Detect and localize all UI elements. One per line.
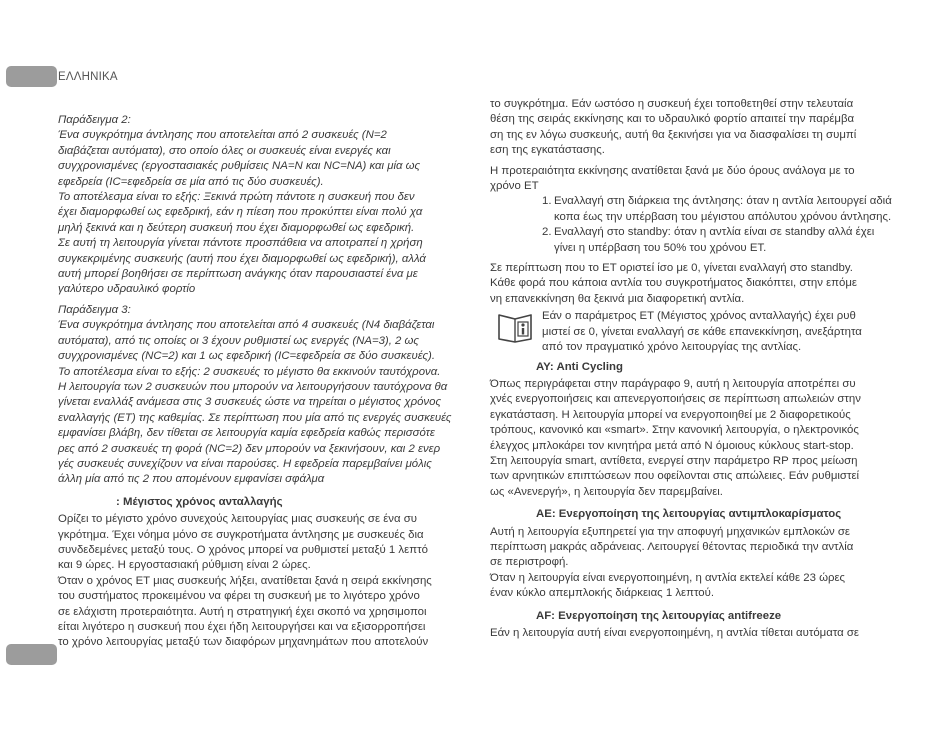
text-line: των αρνητικών επιπτώσεων που οφείλονται στις απώλειες. Εάν ρυθμιστεί xyxy=(490,470,860,483)
example-3-body xyxy=(58,318,462,487)
text-line: Σε περίπτωση που το ET οριστεί ίσο με 0, γίνεται εναλλαγή στο standby. xyxy=(490,262,853,275)
condition-number: 1. xyxy=(542,195,552,208)
text-line: έλεγχος μπλοκάρει τον κινητήρα μετά από N όμοιους κύκλους start-stop. xyxy=(490,439,854,452)
text-line: έναν κύκλο απεμπλοκής διάρκειας 1 λεπτού. xyxy=(490,587,715,600)
ae-body xyxy=(490,525,895,602)
left-column xyxy=(58,113,462,651)
text-line: είται λιγότερο η συσκευή που έχει ήδη λειτουργήσει και να εξισορροπήσει xyxy=(58,621,426,633)
et-continuation xyxy=(490,97,895,159)
text-line: κοπα έως την υπέρβαση του μέγιστου απόλυτου χρόνου άντλησης. xyxy=(554,210,892,223)
text-line: θέση της σειράς εκκίνησης και το υδραυλικό φορτίο απαιτεί την παρέμβα xyxy=(490,113,855,126)
text-line: γίνει η υπέρβαση του 50% του χρόνου ET. xyxy=(554,241,767,254)
text-line: διαβάζεται αυτόματα), στο οποίο όλες οι συσκευές είναι ενεργές και xyxy=(58,144,391,157)
header-tab-marker xyxy=(6,66,57,87)
manual-info-icon xyxy=(496,309,534,343)
text-line: εση της εγκατάστασης. xyxy=(490,144,605,157)
text-line: Κάθε φορά που κάποια αντλία του συγκροτήματος διακόπτει, στην επόμε xyxy=(490,277,858,290)
text-line: μηλή ξεκινά και η δεύτερη συσκευή που έχει διαμορφωθεί ως εφεδρική. xyxy=(58,221,415,234)
text-line: αυτόματα), από τις οποίες οι 3 έχουν ρυθμιστεί ως ενεργές (NA=3), 2 ως xyxy=(58,334,419,347)
text-line: έχει διαμορφωθεί ως εφεδρική, εάν η πίεση που προκύπτει είναι πολύ χα xyxy=(58,206,423,219)
text-line: χρόνο ET xyxy=(490,180,539,193)
text-line: Η προτεραιότητα εκκίνησης ανατίθεται ξανά με δύο όρους ανάλογα με το xyxy=(490,164,855,177)
condition-text xyxy=(554,225,895,256)
text-line: του συστήματος προκειμένου να φέρει τη συσκευή με το λιγότερο χρόνο xyxy=(58,590,420,603)
text-line: Εναλλαγή στο standby: όταν η αντλία είναι σε standby αλλά έχει xyxy=(554,226,875,239)
text-line: συγκεκριμένης συσκευής (αυτή που έχει διαμορφωθεί ως εφεδρική), αλλά xyxy=(58,252,426,265)
text-line: Η λειτουργία των 2 συσκευών που μπορούν να λειτουργήσουν ταυτόχρονα θα xyxy=(58,380,448,393)
example-2-title: Παράδειγμα 2: xyxy=(58,114,131,126)
condition-text xyxy=(554,194,895,225)
text-line: Εάν η λειτουργία αυτή είναι ενεργοποιημένη, η αντλία τίθεται αυτόματα σε xyxy=(490,627,860,639)
text-line: ση της εν λόγω συσκευής, αυτή θα ξεκινήσει για να διασφαλίσει τη συμπί xyxy=(490,128,857,141)
text-line: Όταν ο χρόνος ET μιας συσκευής λήξει, ανατίθεται ξανά η σειρά εκκίνησης xyxy=(58,574,432,587)
text-line: περίπτωση μακράς αδράνειας. Λειτουργεί θέτοντας περιοδικά την αντλία xyxy=(490,540,854,553)
text-line: γκρότημα. Έχει νόημα μόνο σε συγκροτήματα άντλησης με συσκευές δια xyxy=(58,528,424,541)
af-body xyxy=(490,626,895,641)
example-3-title: Παράδειγμα 3: xyxy=(58,303,131,316)
text-line: Το αποτέλεσμα είναι το εξής: Ξεκινά πρώτη πάντοτε η συσκευή που δεν xyxy=(58,191,415,204)
text-line: άλλη μία από τις 2 που απομένουν εμφανίσει σφάλμα xyxy=(58,473,325,486)
et-body xyxy=(58,512,462,651)
condition-item xyxy=(542,225,895,256)
info-note-text xyxy=(542,309,895,355)
text-line: Ένα συγκρότημα άντλησης που αποτελείται από 2 συσκευές (N=2 xyxy=(58,129,387,142)
text-line: σε περιστροφή. xyxy=(490,556,569,569)
footer-tab-marker xyxy=(6,644,57,665)
text-line: εγκατάσταση. Η λειτουργία μπορεί να ενεργοποιηθεί με 2 διαφορετικούς xyxy=(490,408,851,421)
text-line: Εάν ο παράμετρος ET (Μέγιστος χρόνος ανταλλαγής) έχει ρυθ xyxy=(542,310,856,323)
text-line: σε ελάχιστη προτεραιότητα. Αυτή η στρατηγική έχει σκοπό να χρησιμοποι xyxy=(58,605,427,618)
text-line: ως «Ανενεργή», η λειτουργία δεν παρεμβαίνει. xyxy=(490,485,723,498)
text-line: αυτή μπορεί βοηθήσει σε περίπτωση ανάγκης όταν παρουσιαστεί ένα με xyxy=(58,268,418,281)
text-line: γίνεται εναλλάξ ανάμεσα στις 3 συσκευές ώστε να τηρείται ο μέγιστος χρόνος xyxy=(58,396,441,409)
text-line: εφεδρεία (IC=εφεδρεία σε μία από τις δύο συσκευές). xyxy=(58,175,324,188)
text-line: εμφανίσει βλάβη, δεν τίθεται σε λειτουργία καμία εφεδρεία καθώς περισσότε xyxy=(58,427,435,440)
text-line: ρες από 2 συσκευές τη φορά (NC=2) δεν μπορούν να ξεκινήσουν, και 2 ενερ xyxy=(58,442,441,455)
text-line: νη επανεκκίνηση θα ξεκινά μια διαφορετική αντλία. xyxy=(490,292,745,305)
ay-heading: AY: Anti Cycling xyxy=(536,360,623,373)
text-line: Το αποτέλεσμα είναι το εξής: 2 συσκευές το μέγιστο θα εκκινούν ταυτόχρονα. xyxy=(58,365,441,378)
text-line: τρόπους, κανονικό και «smart». Στην κανονική λειτουργία, ο ηλεκτρονικός xyxy=(490,424,859,437)
text-line: από τον πραγματικό χρόνο λειτουργίας της αντλίας. xyxy=(542,341,802,354)
language-label: ΕΛΛΗΝΙΚΑ xyxy=(58,71,118,83)
conditions-list xyxy=(490,194,895,256)
condition-item xyxy=(542,194,895,225)
et-heading: : Μέγιστος χρόνος ανταλλαγής xyxy=(116,495,283,508)
ay-body xyxy=(490,377,895,500)
text-line: συνδεδεμένες μεταξύ τους. Ο χρόνος μπορεί να ρυθμιστεί μεταξύ 1 λεπτό xyxy=(58,543,428,556)
text-line: συγχρονισμένες (εργοστασιακές ρυθμίσεις NA=N και NC=NA) και μία ως xyxy=(58,160,421,173)
text-line: Σε αυτή τη λειτουργία γίνεται πάντοτε προσπάθεια να αποτραπεί η χρήση xyxy=(58,237,423,250)
text-line: εναλλαγής (ET) της καθεμίας. Σε περίπτωση που μία από τις ενεργές συσκευές xyxy=(58,411,452,424)
text-line: το χρόνο λειτουργίας μεταξύ των διαφόρων μηχανημάτων που αποτελούν xyxy=(58,636,429,649)
example-2-body xyxy=(58,128,462,297)
text-line: συγχρονισμένες (NC=2) και 1 ως εφεδρική (IC=εφεδρεία σε δύο συσκευές). xyxy=(58,350,435,363)
af-heading: AF: Ενεργοποίηση της λειτουργίας antifreeze xyxy=(536,609,782,622)
priority-paragraph xyxy=(490,164,895,195)
text-line: Εναλλαγή στη διάρκεια της άντλησης: όταν η αντλία λειτουργεί αδιά xyxy=(554,195,892,208)
text-line: Όταν η λειτουργία είναι ενεργοποιημένη, η αντλία εκτελεί κάθε 23 ώρες xyxy=(490,571,846,584)
et-zero-paragraph xyxy=(490,261,895,307)
ae-heading: AE: Ενεργοποίηση της λειτουργίας αντιμπλοκαρίσματος xyxy=(536,508,842,521)
text-line: Όπως περιγράφεται στην παράγραφο 9, αυτή η λειτουργία αποτρέπει συ xyxy=(490,377,856,390)
text-line: Ένα συγκρότημα άντλησης που αποτελείται από 4 συσκευές (N4 διαβάζεται xyxy=(58,319,435,332)
text-line: Ορίζει το μέγιστο χρόνο συνεχούς λειτουργίας μιας συσκευής σε ένα συ xyxy=(58,513,417,526)
right-column xyxy=(490,97,895,641)
info-note xyxy=(496,309,895,355)
condition-number: 2. xyxy=(542,226,552,239)
text-line: χνές ενεργοποιήσεις και απενεργοποιήσεις σε περίπτωση απωλειών στην xyxy=(490,393,861,406)
text-line: γές συσκευές συνεχίζουν να είναι παρούσες. Η εφεδρεία παρεμβαίνει μόλις xyxy=(58,457,432,470)
text-line: γαλύτερο υδραυλικό φορτίο xyxy=(58,283,196,296)
text-line: μιστεί σε 0, γίνεται εναλλαγή σε κάθε επανεκκίνηση, ανεξάρτητα xyxy=(542,325,862,338)
text-line: το συγκρότημα. Εάν ωστόσο η συσκευή έχει τοποθετηθεί στην τελευταία xyxy=(490,98,854,110)
text-line: Στη λειτουργία smart, αντίθετα, ενεργεί στην παράμετρο RP προς μείωση xyxy=(490,454,858,467)
text-line: Αυτή η λειτουργία εξυπηρετεί για την αποφυγή μηχανικών εμπλοκών σε xyxy=(490,525,850,538)
text-line: και 9 ώρες. Η εργοστασιακή ρύθμιση είναι 2 ώρες. xyxy=(58,559,311,572)
